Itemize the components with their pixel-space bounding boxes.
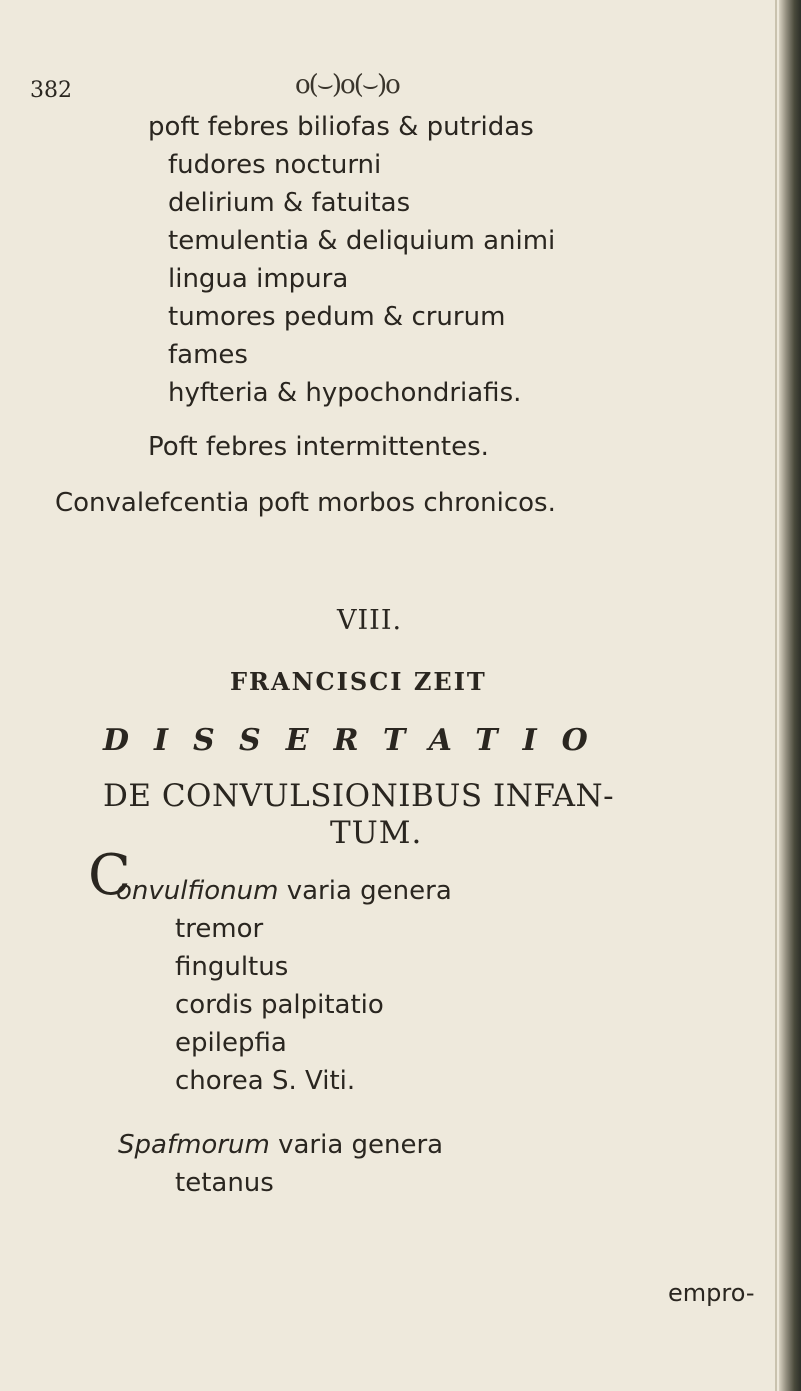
list-item: chorea S. Viti. bbox=[175, 1066, 356, 1096]
genre-heading: DISSERTATIO bbox=[103, 723, 613, 758]
page-number: 382 bbox=[30, 78, 72, 103]
book-spine bbox=[779, 0, 801, 1391]
list-item: epilepfia bbox=[175, 1028, 287, 1058]
spasmorum-tail: varia genera bbox=[269, 1130, 444, 1160]
spasmorum-heading bbox=[118, 1130, 443, 1160]
list-item: tetanus bbox=[175, 1168, 274, 1198]
list-item: fingultus bbox=[175, 952, 289, 982]
list-item: temulentia & deliquium animi bbox=[168, 226, 556, 256]
title-line-2: TUM. bbox=[330, 815, 423, 851]
list-item: delirium & fatuitas bbox=[168, 188, 411, 218]
post-febres-line: Poft febres intermittentes. bbox=[148, 432, 489, 462]
list-item: cordis palpitatio bbox=[175, 990, 384, 1020]
list-item: lingua impura bbox=[168, 264, 349, 294]
page-edge bbox=[775, 0, 777, 1391]
spasmorum-word: Spafmorum bbox=[118, 1130, 270, 1160]
header-ornament: o(⌣)o(⌣)o bbox=[295, 70, 399, 100]
list-item: fudores nocturni bbox=[168, 150, 382, 180]
convalescentia-line: Convalefcentia poft morbos chronicos. bbox=[55, 488, 556, 518]
list-item: hyfteria & hypochondriafis. bbox=[168, 378, 522, 408]
convulsionum-word: onvulfionum bbox=[116, 876, 279, 906]
convulsionum-heading bbox=[116, 876, 452, 906]
convulsionum-tail: varia genera bbox=[278, 876, 452, 906]
title-line-1: DE CONVULSIONIBUS INFAN- bbox=[103, 778, 615, 814]
list-item: tremor bbox=[175, 914, 264, 944]
section-number: VIII. bbox=[337, 605, 403, 636]
list-item: tumores pedum & crurum bbox=[168, 302, 506, 332]
catchword: empro- bbox=[668, 1279, 755, 1307]
list-item: poft febres biliofas & putridas bbox=[148, 112, 534, 142]
list-item: fames bbox=[168, 340, 248, 370]
author-heading: FRANCISCI ZEIT bbox=[230, 667, 487, 696]
drop-capital: C bbox=[88, 843, 131, 908]
